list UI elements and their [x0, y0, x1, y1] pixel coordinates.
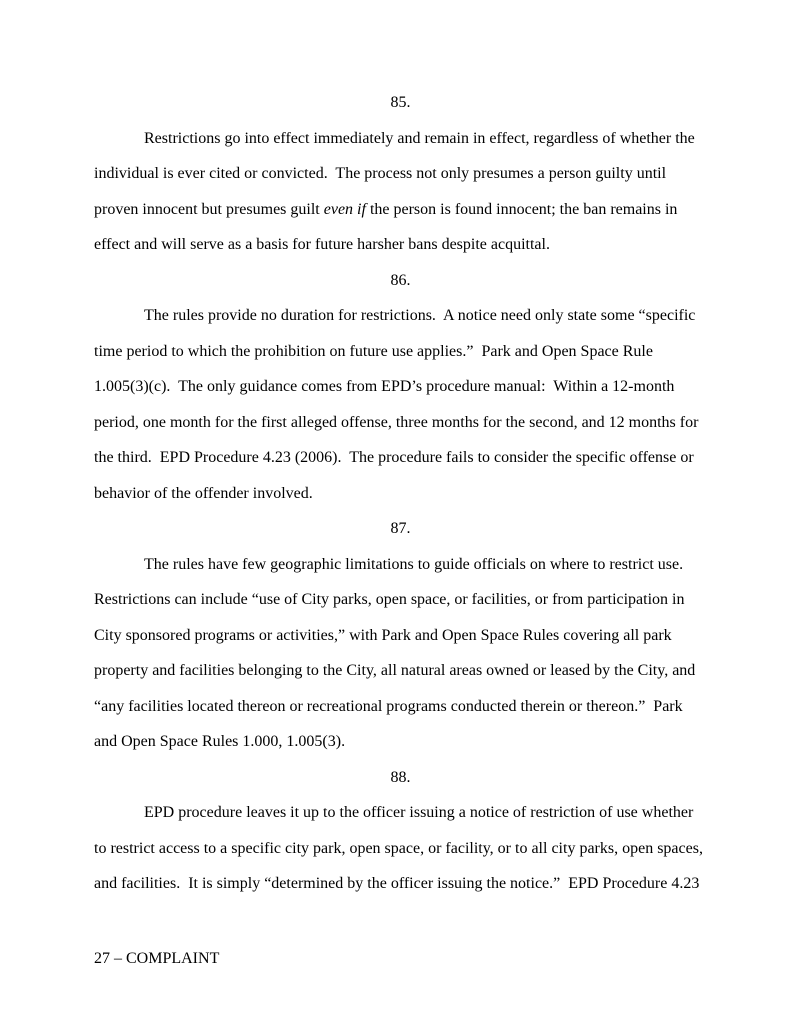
text-run: EPD procedure leaves it up to the officer issuing a notice of restriction of use whether to restrict access to a specific city park, open space, or facility, or to all city parks, open spaces, and facilities. It is simply “determined by the officer issuing the notice.” EPD Procedure 4.23: [94, 804, 703, 892]
paragraph-number: 87.: [390, 520, 411, 537]
paragraph-body: [94, 121, 707, 263]
paragraph-body: [94, 795, 707, 902]
paragraph-number: 88.: [390, 768, 411, 786]
page-footer: 27 – COMPLAINT: [94, 950, 220, 967]
text-run: The rules have few geographic limitations to guide officials on where to restrict use. Restrictions can include “use of City parks, open space, or facilities, or from participation in City sponsored programs or activities,” with Park and Open Space Rules covering all park property and facilities belonging to the City, all natural areas owned or leased by the City, and “any facilities located thereon or recreational programs conducted therein or thereon.” Park and Open Space Rules 1.000, 1.005(3).: [94, 555, 696, 750]
paragraph-body: [94, 547, 707, 760]
italic-run: even if: [323, 200, 366, 218]
text-run: Restrictions go into effect immediately and remain in effect, regardless of whether the individual is ever cited or convicted. The process not only presumes a person guilty until proven innocent but presumes guilt: [94, 129, 695, 218]
document-body: [94, 85, 707, 902]
paragraph-body: [94, 298, 707, 511]
paragraph-number: 86.: [390, 271, 411, 289]
text-run: The rules provide no duration for restrictions. A notice need only state some “specific time period to which the prohibition on future use applies.” Park and Open Space Rule 1.005(3)(c). The only guidance comes from EPD’s procedure manual: Within a 12-month period, one month for the first alleged offense, three months for the second, and 12 months for the third. EPD Procedure 4.23 (2006). The procedure fails to consider the specific offense or behavior of the offender involved.: [94, 307, 699, 502]
paragraph-number: 85.: [390, 94, 411, 111]
text-run: the person is found innocent; the ban remains in effect and will serve as a basis for future harsher bans despite acquittal.: [94, 200, 678, 253]
